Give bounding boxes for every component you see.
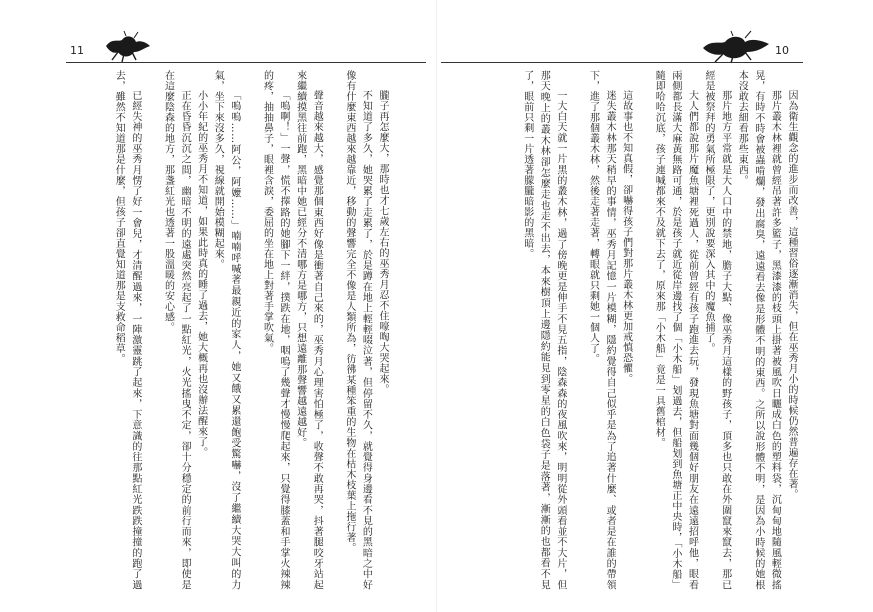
paragraph: 那片地方平常就是大人口中的禁地，膽子大點、像巫秀月這樣的野孩子，頂多也只敢在外圍竄來竄去，那已經是被祭拜的勇氣所極限了，更別說要深入其中的魔魚捕了。 (703, 70, 731, 590)
paragraph: 因為衛生觀念的進步而改善，這種習俗逐漸消失，但在巫秀月小的時候仍然普遍存在著。 (786, 90, 797, 500)
paragraph: 不知道了多久，她哭累了走累了，於是蹲在地上輕輕啜泣著，但停留不久，就覺得身邊看不見的黑暗之中好像有什麼東西越來越靠近，移動的聲響完全不像是人類所為，彷彿某種笨重的生物在枯木枝葉上拖行著。 (343, 70, 372, 590)
paragraph: 聲音越來越大，感覺那個東西好像是衝著自己來的，巫秀月心理害怕極了，收聲不敢再哭，抖著腿咬牙站起來繼續摸黑往前跑，黑暗中她已經分不清哪方是哪方，只想遠離那聲響越遠越好。 (294, 70, 323, 590)
left-page (0, 0, 436, 612)
paragraph: 迷失叢木林那天稍早的事情，巫秀月記憶一片模糊，隱約覺得自己似乎是為了追著什麼、或者是在誰的帶領下，進了那個叢木林，然後走著走著，轉眼就只剩她一個人了。 (587, 70, 616, 590)
page-number-left: 11 (70, 44, 84, 57)
paragraph: 大人們都說那片魔魚塘裡死過人，從前曾經有孩子跑進去玩，發現魚塘對面幾個好朋友在遠遠招呼他，眼看兩側都長滿大麻黃無路可通，於是孩子就近從岸邊找了個「小木船」划過去，但船划到魚塘正中央時，「小木船」隨即哈哈沉底，孩子連喊都來不及就下去了，原來那「小木船」竟是一具舊棺材。 (653, 70, 698, 590)
paragraph: 已經失神的巫秀月愣了好一會兒，才清醒過來，一陣激靈跳了起來，下意識的往那點紅光跌跌撞撞的跑了過去，雖然不知道那是什麼，但孩子卻直覺知道那是支救命稻草。 (113, 70, 141, 590)
paragraph: 「嗚啊！」一聲，慌不擇路的她腳下一絆，撲跌在地，咽嗚了幾聲才慢慢爬起來，只覺得膝蓋和手掌火辣辣的疼，抽抽鼻子，眼裡含淚，委屈的坐在地上對著手掌吹氣。 (261, 70, 290, 590)
paragraph: 一大白天就一片黑的叢木林，過了傍晚更是伸手不見五指，陰森森的夜風吹來，明明從外頭看並不大片，但那天晚上的叢木林卻怎麼走也走不出去，本來樹頂上邊隱約能見到零星的白色袋子是落著，漸漸的也都看不見了，眼前只剩一片透著朦朧暗影的黑暗。 (521, 70, 566, 590)
header-rule-right (441, 62, 803, 63)
paragraph: 這故事也不知真假，卻嚇得孩子們對那片叢木林更加戒慎恐懼。 (620, 90, 632, 384)
page-number-right: 10 (775, 44, 789, 57)
bird-ink-icon (104, 30, 152, 64)
paragraph: 那片叢木林裡就曾經吊著許多籃子，黑漆漆的枝頭上掛著被風吹日曬成白色的塑料袋，沉甸甸地隨風輕微搖晃，有時不時會被蟲啃爛，發出腐臭，遠遠看去像是形體不明的東西。之所以說形體不明，是因為小時候的她根本沒敢去細看那些東西。 (736, 70, 781, 590)
body-text-left (90, 70, 390, 590)
paragraph: 朧子再怎麼大，那時也才七歲左右的巫秀月忍不住嚎啕大哭起來。 (377, 90, 388, 395)
paragraph: 「嗚嗚……阿公，阿嬤……」喃喃呼喊著最親近的家人，她又餓又累還飽受驚嚇，沒了繼續大哭大叫的力氣，坐下來沒多久，視線就開始模糊起來。 (212, 70, 240, 590)
paragraph: 正在昏昏沉沉之間，幽暗不明的遠處突然亮起了一點紅光，火光搖曳不定，卻十分穩定的前行而來，即使是在這麼陰森的地方，那盞紅光也透著一股溫暖的安心感。 (162, 70, 191, 590)
bird-ink-icon (701, 30, 771, 64)
body-text-right (449, 70, 799, 590)
header-rule-left (66, 62, 426, 63)
paragraph: 小小年紀的巫秀月不知道，如果此時真的睡了過去，她大概再也沒辦法醒來了。 (195, 90, 207, 458)
right-page (437, 0, 873, 612)
